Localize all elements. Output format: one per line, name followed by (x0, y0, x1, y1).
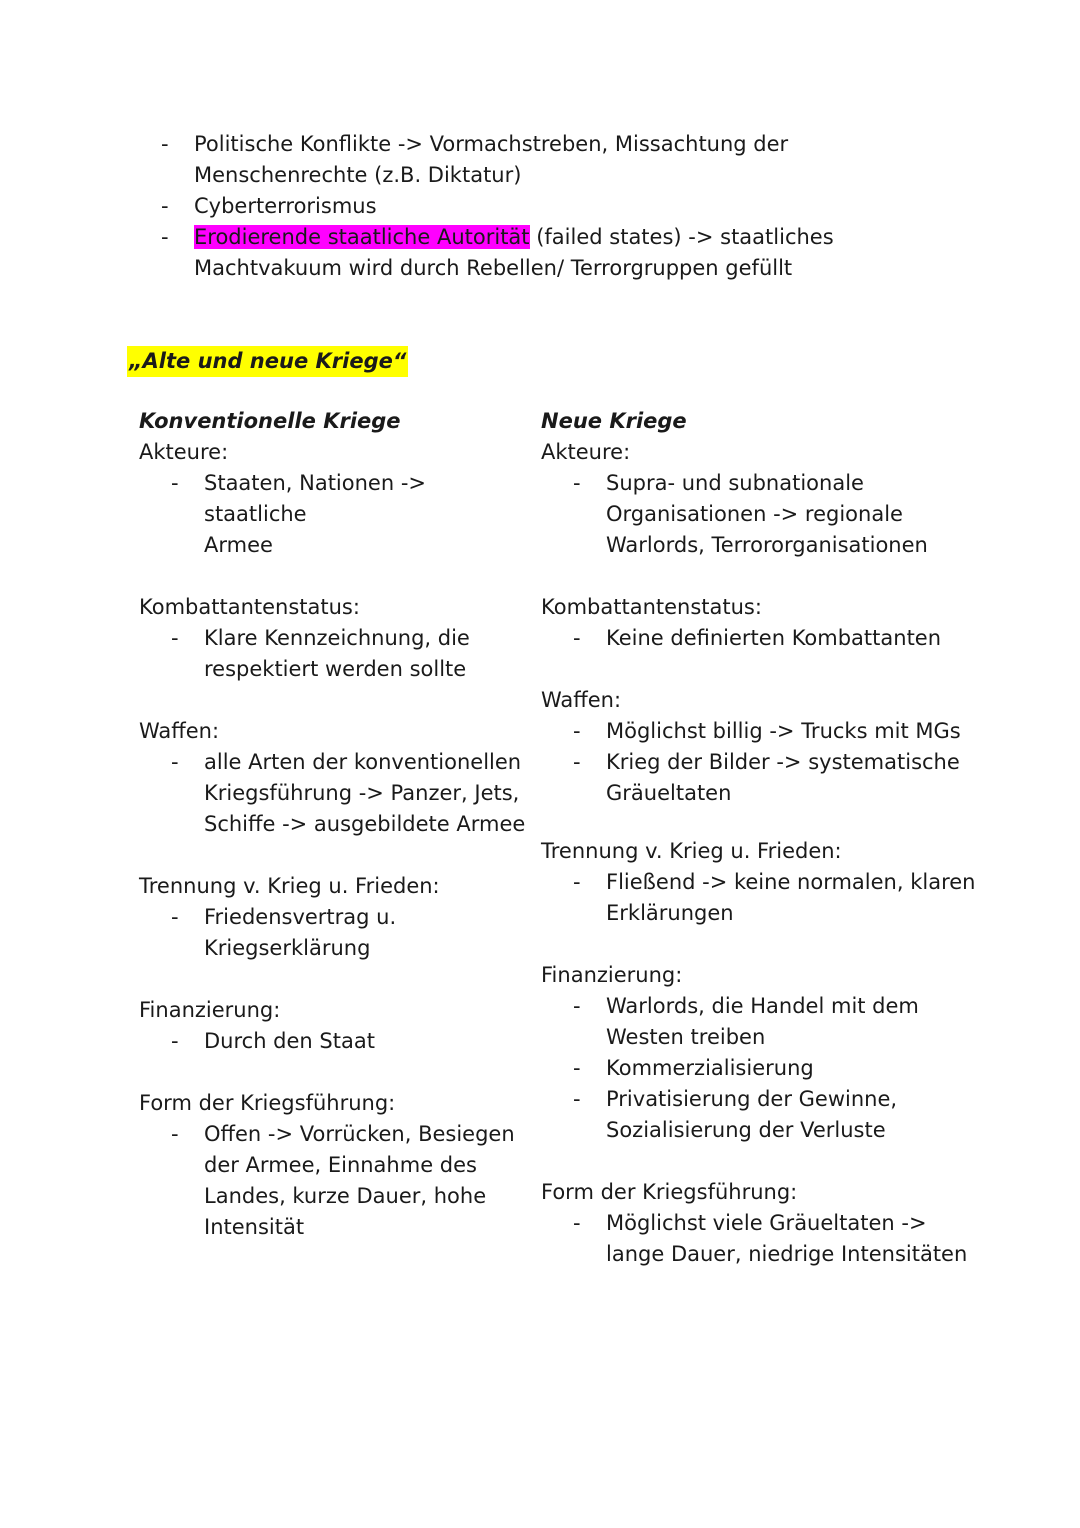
text-line: Landes, kurze Dauer, hohe (204, 1184, 487, 1208)
text-line: Krieg der Bilder -> systematische (606, 750, 960, 774)
text-line: Gräueltaten (606, 781, 732, 805)
section-heading: „Alte und neue Kriege“ (127, 346, 408, 377)
text-line: Durch den Staat (204, 1029, 375, 1053)
text-line: Möglichst billig -> Trucks mit MGs (606, 719, 961, 743)
financing-list (573, 991, 981, 1146)
text-line: alle Arten der konventionellen (204, 750, 522, 774)
group-label-combatant-status: Kombattantenstatus: (541, 595, 762, 619)
text-line: Organisationen -> regionale (606, 502, 903, 526)
group-label-actors: Akteure: (139, 440, 229, 464)
list-item (171, 902, 534, 964)
text-line: Möglichst viele Gräueltaten -> (606, 1211, 927, 1235)
text-line: Kriegserklärung (204, 936, 371, 960)
bullet-dash: - (573, 750, 581, 774)
list-item (573, 716, 981, 747)
text-line: Menschenrechte (z.B. Diktatur) (194, 163, 522, 187)
weapons-list (171, 747, 534, 840)
text-line: Staaten, Nationen -> staatliche (204, 471, 426, 526)
text-line: Intensität (204, 1215, 305, 1239)
bullet-dash: - (573, 994, 581, 1018)
text-line: Machtvakuum wird durch Rebellen/ Terrorgruppen gefüllt (194, 256, 793, 280)
text-line: Fließend -> keine normalen, klaren (606, 870, 976, 894)
group-label-actors: Akteure: (541, 440, 631, 464)
column-title: Neue Kriege (541, 409, 687, 433)
text-line: Offen -> Vorrücken, Besiegen (204, 1122, 515, 1146)
combatant-list (573, 623, 981, 654)
bullet-dash: - (161, 225, 169, 249)
list-item (161, 191, 1034, 222)
group-label-weapons: Waffen: (541, 688, 622, 712)
text-line: Westen treiben (606, 1025, 766, 1049)
bullet-dash: - (171, 1029, 179, 1053)
bullet-dash: - (171, 750, 179, 774)
column-conventional-wars (139, 406, 534, 1243)
group-label-war-peace-separation: Trennung v. Krieg u. Frieden: (139, 874, 440, 898)
text-line: Privatisierung der Gewinne, (606, 1087, 898, 1111)
list-item (573, 1084, 981, 1146)
text-line: Schiffe -> ausgebildete Armee (204, 812, 526, 836)
bullet-dash: - (573, 870, 581, 894)
text-line: Politische Konflikte -> Vormachstreben, Missachtung der (194, 132, 789, 156)
list-item (171, 1026, 534, 1057)
combatant-list (171, 623, 534, 685)
actors-list (171, 468, 534, 561)
text-line: Sozialisierung der Verluste (606, 1118, 886, 1142)
financing-list (171, 1026, 534, 1057)
separation-list (171, 902, 534, 964)
text-line: der Armee, Einnahme des (204, 1153, 477, 1177)
group-label-warfare-form: Form der Kriegsführung: (541, 1180, 798, 1204)
group-label-war-peace-separation: Trennung v. Krieg u. Frieden: (541, 839, 842, 863)
text-line: Erklärungen (606, 901, 734, 925)
bullet-dash: - (573, 1087, 581, 1111)
column-title: Konventionelle Kriege (139, 409, 401, 433)
text-line: Kriegsführung -> Panzer, Jets, (204, 781, 520, 805)
group-label-financing: Finanzierung: (541, 963, 683, 987)
text-line: Keine definierten Kombattanten (606, 626, 942, 650)
text-line: respektiert werden sollte (204, 657, 467, 681)
bullet-dash: - (573, 471, 581, 495)
bullet-dash: - (171, 1122, 179, 1146)
list-item (573, 867, 981, 929)
actors-list (573, 468, 981, 561)
text-line: Armee (204, 533, 273, 557)
weapons-list (573, 716, 981, 809)
list-item (573, 623, 981, 654)
warfare-form-list (171, 1119, 534, 1243)
list-item (573, 747, 981, 809)
text-line: Friedensvertrag u. (204, 905, 397, 929)
text-line: Klare Kennzeichnung, die (204, 626, 470, 650)
bullet-dash: - (161, 194, 169, 218)
text-line (194, 222, 1034, 253)
group-label-combatant-status: Kombattantenstatus: (139, 595, 360, 619)
highlighted-text: Erodierende staatliche Autorität (194, 225, 530, 249)
bullet-dash: - (573, 626, 581, 650)
bullet-dash: - (573, 1211, 581, 1235)
bullet-dash: - (171, 626, 179, 650)
list-item (573, 468, 981, 561)
list-item (171, 623, 534, 685)
list-item (171, 1119, 534, 1243)
text-line: Warlords, Terrororganisationen (606, 533, 928, 557)
bullet-dash: - (573, 1056, 581, 1080)
text-line: Supra- und subnationale (606, 471, 864, 495)
list-item (161, 129, 1034, 191)
bullet-dash: - (171, 905, 179, 929)
bullet-dash: - (573, 719, 581, 743)
text-line: lange Dauer, niedrige Intensitäten (606, 1242, 968, 1266)
list-item (171, 468, 534, 561)
bullet-dash: - (171, 471, 179, 495)
list-item (573, 1208, 981, 1270)
separation-list (573, 867, 981, 929)
column-new-wars (541, 406, 981, 1270)
bullet-dash: - (161, 132, 169, 156)
top-bullet-list (161, 129, 1034, 284)
text-line: Cyberterrorismus (194, 194, 377, 218)
text-fragment: (failed states) -> staatliches (536, 225, 834, 249)
group-label-warfare-form: Form der Kriegsführung: (139, 1091, 396, 1115)
list-item (573, 991, 981, 1053)
warfare-form-list (573, 1208, 981, 1270)
list-item (161, 222, 1034, 284)
list-item (171, 747, 534, 840)
group-label-financing: Finanzierung: (139, 998, 281, 1022)
list-item (573, 1053, 981, 1084)
text-line: Kommerzialisierung (606, 1056, 814, 1080)
text-line: Warlords, die Handel mit dem (606, 994, 919, 1018)
group-label-weapons: Waffen: (139, 719, 220, 743)
